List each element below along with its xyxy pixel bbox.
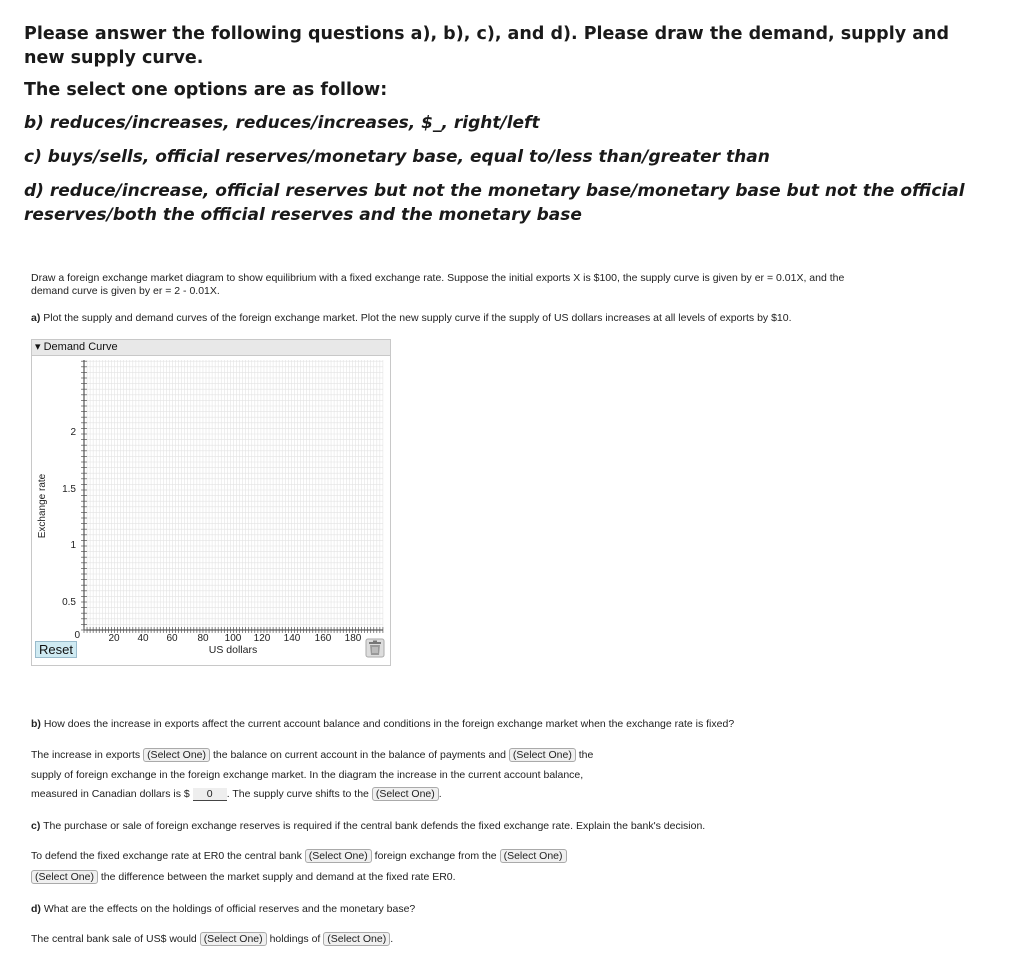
select-c2[interactable]: (Select One) <box>500 849 567 863</box>
options-c: c) buys/sells, official reserves/monetary base, equal to/less than/greater than <box>24 147 770 167</box>
answer-b-text: measured in Canadian dollars is $ <box>31 788 190 800</box>
question-c-text: The purchase or sale of foreign exchange reserves is required if the central bank defends the fixed exchange rate. Explain the bank's decision. <box>43 820 706 832</box>
intro-line2: demand curve is given by er = 2 - 0.01X. <box>31 285 220 297</box>
select-c3[interactable]: (Select One) <box>31 870 98 884</box>
question-c-label: c) <box>31 820 41 832</box>
select-b2[interactable]: (Select One) <box>509 748 576 762</box>
question-d-text: What are the effects on the holdings of official reserves and the monetary base? <box>43 903 416 915</box>
page-title: Please answer the following questions a), b), c), and d). Please draw the demand, supply and new supply curve. <box>24 24 949 68</box>
answer-c-text: foreign exchange from the <box>374 850 497 862</box>
question-b-label: b) <box>31 718 41 730</box>
options-d-line2: reserves/both the official reserves and the monetary base <box>24 205 582 225</box>
select-c1[interactable]: (Select One) <box>305 849 372 863</box>
answer-b-text: the <box>578 749 594 761</box>
grid <box>84 360 383 630</box>
x-tick-label: 120 <box>253 633 271 644</box>
x-axis-label: US dollars <box>208 644 258 656</box>
answer-c-text: To defend the fixed exchange rate at ER0 the central bank <box>31 850 302 862</box>
x-tick-label: 180 <box>344 633 362 644</box>
options-b: b) reduces/increases, reduces/increases, $_, right/left <box>24 113 540 133</box>
answer-d-text: holdings of <box>269 933 321 945</box>
amount-input[interactable]: 0 <box>193 788 227 801</box>
reset-button[interactable]: Reset <box>35 641 77 658</box>
answer-d-text: . <box>390 933 394 945</box>
x-tick-label: 100 <box>224 633 242 644</box>
question-a <box>31 312 792 324</box>
answer-c-text: the difference between the market supply and demand at the fixed rate ER0. <box>100 871 456 883</box>
x-tick-label: 20 <box>108 633 120 644</box>
answer-b-line2: supply of foreign exchange in the foreign exchange market. In the diagram the increase in the current account balance, <box>31 769 584 781</box>
y-tick-label: 1 <box>70 540 76 551</box>
answer-b-text: . <box>438 788 442 800</box>
answer-c-line1 <box>31 850 567 862</box>
intro-line1: Draw a foreign exchange market diagram to show equilibrium with a fixed exchange rate. Suppose the initial exports X is $100, the supply curve is given by er = 0.01X, and the <box>31 272 845 284</box>
answer-b-text: . The supply curve shifts to the <box>226 788 369 800</box>
select-d2[interactable]: (Select One) <box>323 932 390 946</box>
x-tick-label: 160 <box>314 633 332 644</box>
question-a-text: Plot the supply and demand curves of the foreign exchange market. Plot the new supply curve if the supply of US dollars increases at all levels of exports by $10. <box>43 312 792 324</box>
question-b <box>31 718 734 730</box>
answer-d-line1 <box>31 933 393 945</box>
select-b1[interactable]: (Select One) <box>143 748 210 762</box>
trash-icon[interactable] <box>365 638 385 658</box>
question-c <box>31 820 705 832</box>
curve-dropdown-label: Demand Curve <box>43 341 118 353</box>
y-axis-label: Exchange rate <box>37 473 48 539</box>
y-tick-label: 0.5 <box>62 597 76 608</box>
question-a-label: a) <box>31 312 41 324</box>
x-tick-label: 60 <box>166 633 178 644</box>
dropdown-arrow-icon: ▾ <box>35 341 41 353</box>
answer-b-text: The increase in exports <box>31 749 141 761</box>
y-tick-label: 1.5 <box>62 484 76 495</box>
select-b3[interactable]: (Select One) <box>372 787 439 801</box>
question-d-label: d) <box>31 903 41 915</box>
question-d <box>31 903 415 915</box>
answer-b-line1 <box>31 749 593 761</box>
options-d-line1: d) reduce/increase, official reserves but not the monetary base/monetary base but not the official <box>24 181 965 201</box>
select-d1[interactable]: (Select One) <box>200 932 267 946</box>
x-tick-label: 140 <box>283 633 301 644</box>
answer-d-text: The central bank sale of US$ would <box>31 933 197 945</box>
answer-b-text: the balance on current account in the balance of payments and <box>212 749 506 761</box>
answer-c-line2 <box>31 871 456 883</box>
question-b-text: How does the increase in exports affect the current account balance and conditions in the foreign exchange market when the exchange rate is fixed? <box>43 718 735 730</box>
x-tick-label: 80 <box>197 633 209 644</box>
graph-canvas[interactable] <box>32 356 390 664</box>
curve-dropdown[interactable] <box>32 340 390 356</box>
graph-panel <box>31 339 391 666</box>
answer-b-line3 <box>31 788 442 801</box>
x-tick-label: 40 <box>137 633 149 644</box>
options-heading: The select one options are as follow: <box>24 80 388 100</box>
y-tick-label: 2 <box>70 427 76 438</box>
y-tick-label: 0 <box>74 630 80 641</box>
